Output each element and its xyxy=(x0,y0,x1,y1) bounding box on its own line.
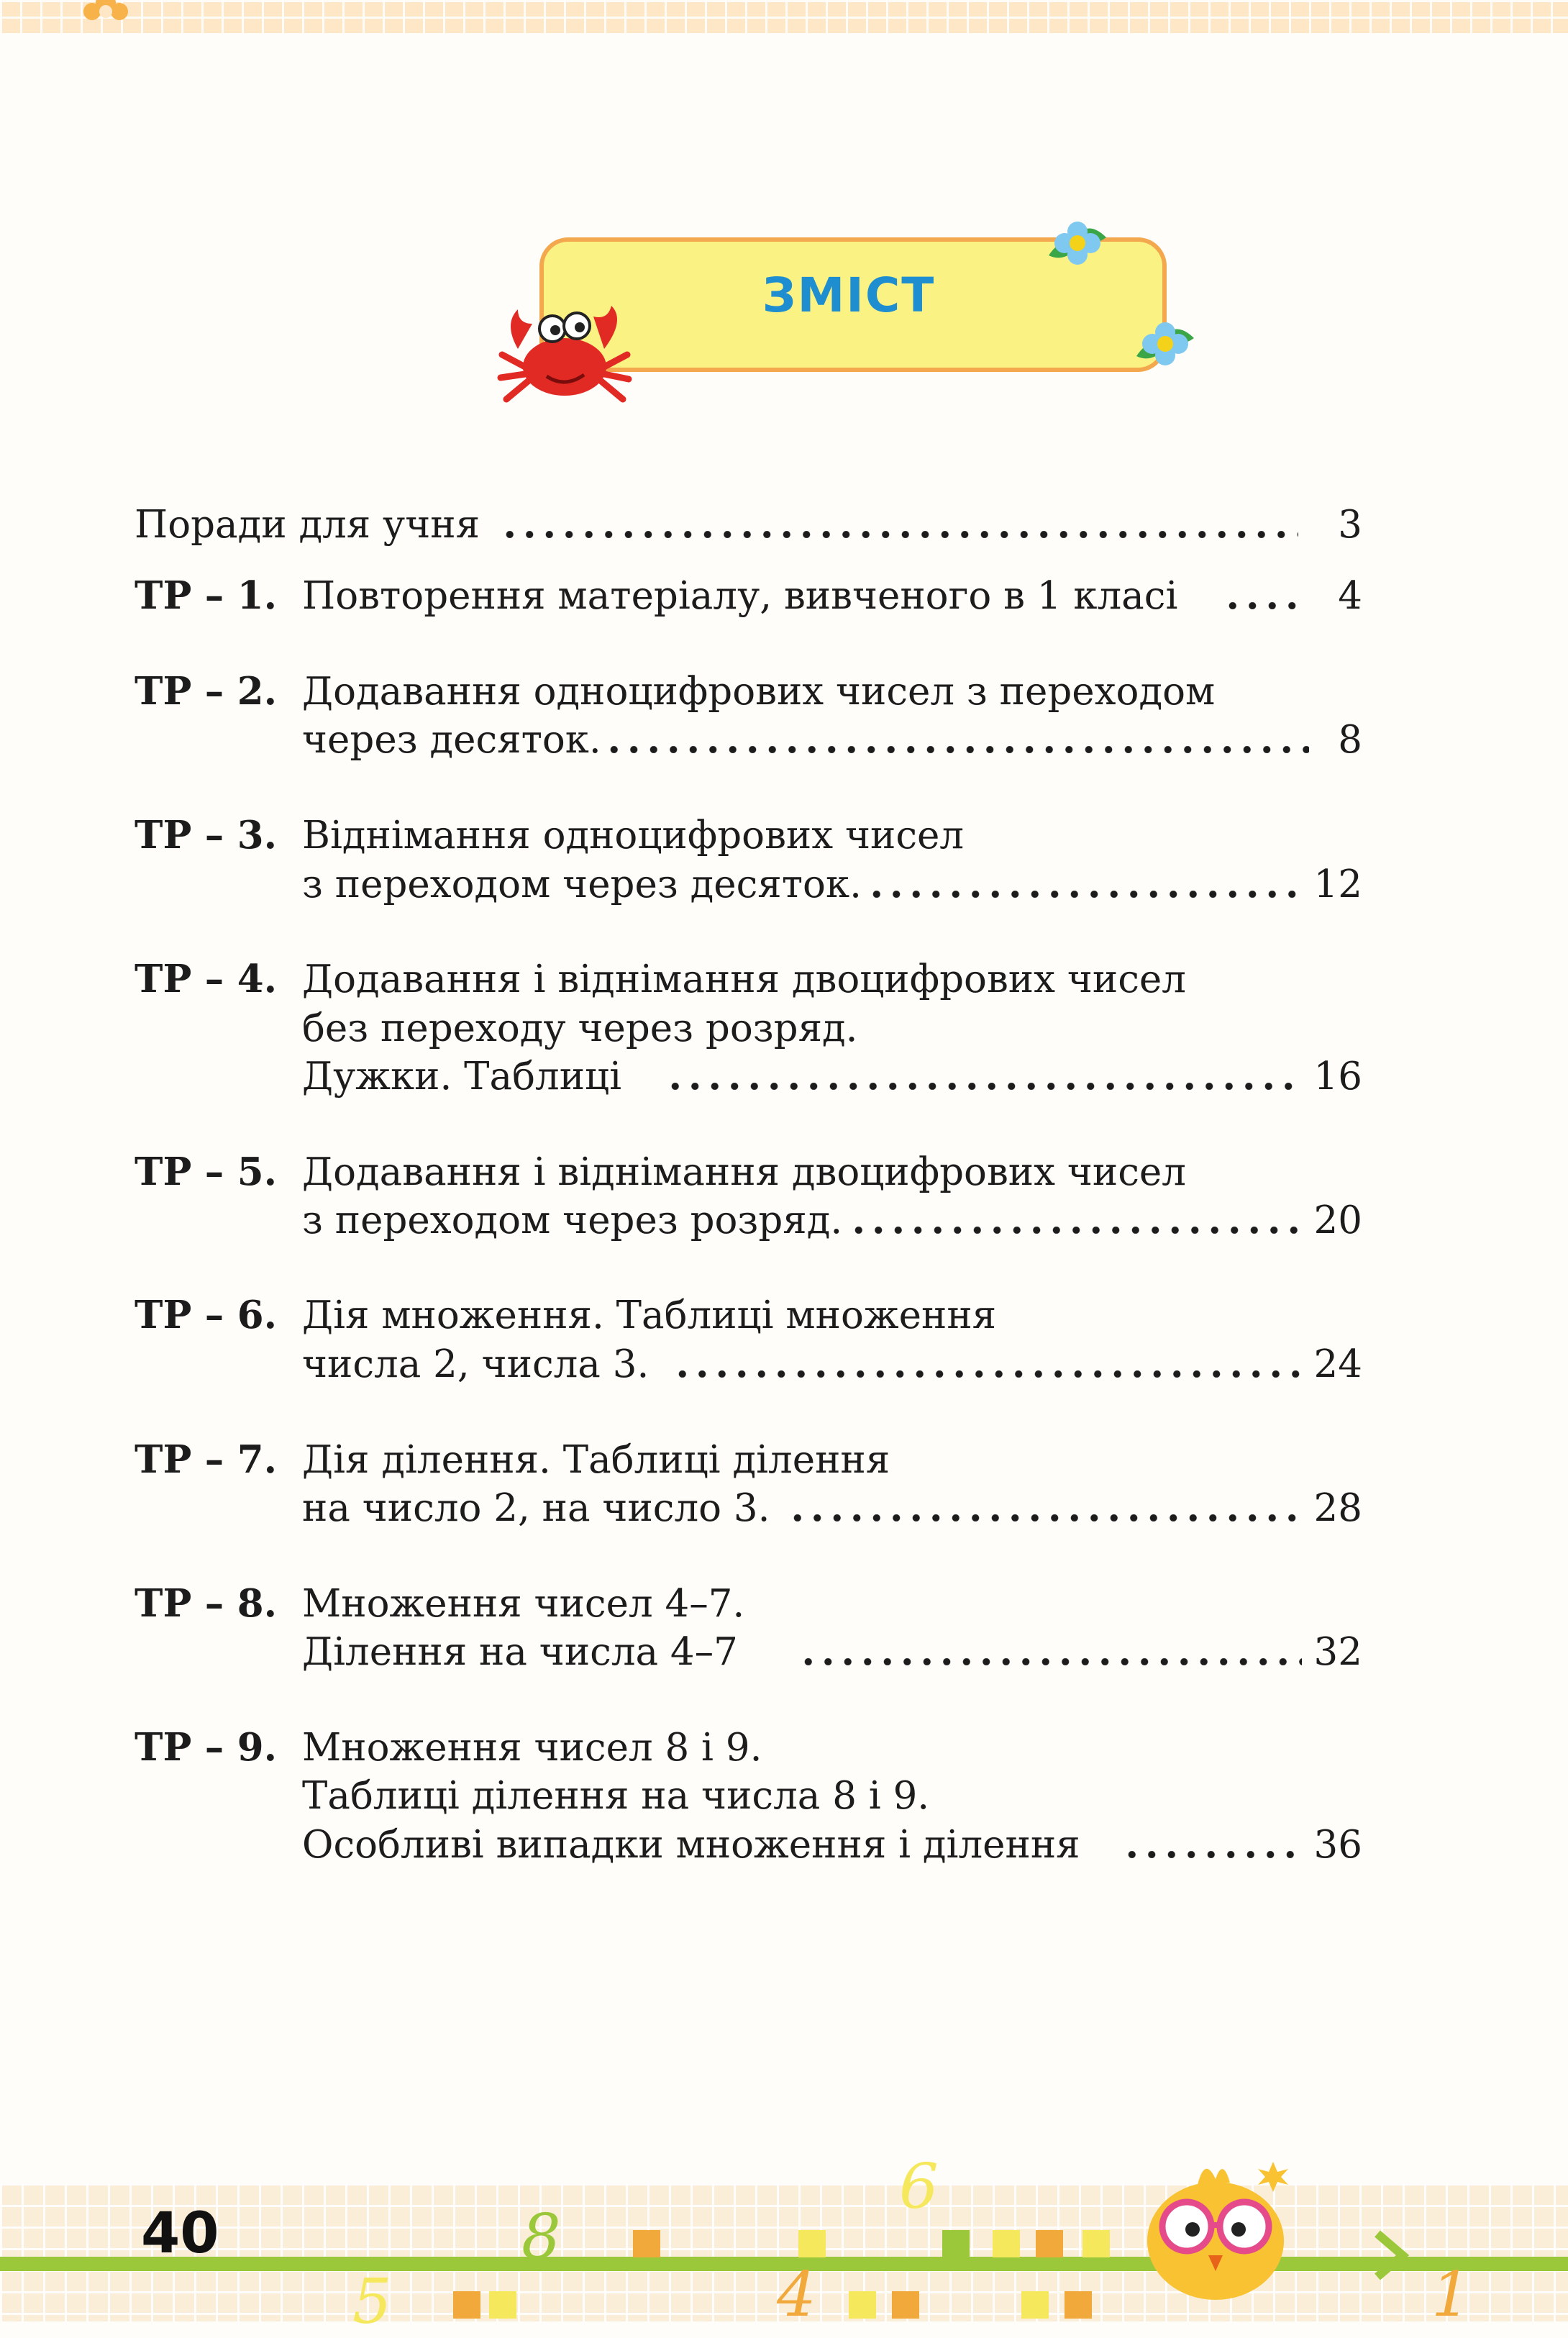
toc-page-number: 20 xyxy=(1313,1198,1362,1242)
toc-entry-text: на число 2, на число 3. xyxy=(302,1486,770,1530)
toc-entry-text: Множення чисел 4–7. xyxy=(302,1582,745,1626)
toc-entry-text: Додавання і віднімання двоцифрових чисел xyxy=(302,958,1186,1001)
toc-entry-text: Таблиці ділення на числа 8 і 9. xyxy=(302,1774,930,1818)
toc-entry-text: з переходом через десяток. xyxy=(302,863,862,906)
decor-square xyxy=(942,2230,970,2257)
toc-page-number: 36 xyxy=(1313,1823,1362,1867)
toc-entry-text: числа 2, числа 3. xyxy=(302,1342,649,1386)
decor-digit: 1 xyxy=(1431,2259,1471,2331)
decor-square xyxy=(1036,2230,1063,2257)
toc-entry-code: ТР – 8. xyxy=(135,1581,278,1626)
toc-entry-text: Додавання одноцифрових чисел з переходом xyxy=(302,670,1216,714)
decor-square xyxy=(1021,2291,1049,2319)
dot-leader xyxy=(867,891,1302,898)
decor-digit: 6 xyxy=(899,2151,939,2223)
toc-entry-text: Дія ділення. Таблиці ділення xyxy=(302,1438,890,1482)
decor-digit: 5 xyxy=(352,2266,392,2338)
toc-entry-code: ТР – 5. xyxy=(135,1150,278,1194)
decor-square xyxy=(633,2230,660,2257)
toc-page-number: 16 xyxy=(1313,1055,1362,1099)
chevron-icon xyxy=(1370,2226,1413,2284)
dot-leader xyxy=(1122,1851,1302,1858)
toc-page-number: 4 xyxy=(1338,574,1362,618)
dot-leader xyxy=(665,1083,1302,1090)
toc-entry-text: Ділення на числа 4–7 xyxy=(302,1630,738,1674)
chick-icon xyxy=(1129,2147,1302,2302)
decor-square xyxy=(849,2291,876,2319)
decor-square xyxy=(798,2230,826,2257)
toc-page-number: 8 xyxy=(1338,718,1362,762)
decor-square xyxy=(1065,2291,1092,2319)
toc-page-number: 28 xyxy=(1313,1486,1362,1530)
toc-entry-text: з переходом через розряд. xyxy=(302,1198,843,1242)
toc-entry-text: Дія множення. Таблиці множення xyxy=(302,1293,997,1337)
toc-entry-code: ТР – 1. xyxy=(135,573,278,618)
toc-page-number: 12 xyxy=(1313,863,1362,906)
toc-entry-text: Віднімання одноцифрових чисел xyxy=(302,814,965,858)
toc-page-number: 32 xyxy=(1313,1630,1362,1674)
toc-entry-text: Множення чисел 8 і 9. xyxy=(302,1726,762,1770)
dot-leader xyxy=(849,1227,1302,1234)
toc-entry-code: ТР – 9. xyxy=(135,1725,278,1770)
toc-entry-text: Особливі випадки множення і ділення xyxy=(302,1823,1080,1867)
toc-page-number: 24 xyxy=(1313,1342,1362,1386)
toc-entry-code: ТР – 7. xyxy=(135,1437,278,1482)
toc-page-number: 3 xyxy=(1338,503,1362,547)
toc-entry-text: через десяток. xyxy=(302,718,601,762)
decor-square xyxy=(453,2291,480,2319)
dot-leader xyxy=(788,1514,1302,1521)
toc-entry-text: без переходу через розряд. xyxy=(302,1006,858,1050)
toc-entry-text: Поради для учня xyxy=(135,503,480,547)
toc-entry-text: Додавання і віднімання двоцифрових чисел xyxy=(302,1150,1186,1194)
decor-digit: 8 xyxy=(521,2201,561,2273)
toc-entry-code: ТР – 3. xyxy=(135,813,278,858)
page-title: ЗМІСТ xyxy=(762,268,936,323)
decor-square xyxy=(1082,2230,1110,2257)
toc-entry-code: ТР – 2. xyxy=(135,669,278,714)
dot-leader xyxy=(604,746,1309,753)
decor-square xyxy=(993,2230,1020,2257)
dot-leader xyxy=(500,531,1298,538)
page-number: 40 xyxy=(141,2201,219,2266)
toc-entry-code: ТР – 6. xyxy=(135,1293,278,1337)
toc-entry-text: Дужки. Таблиці xyxy=(302,1055,622,1099)
decor-square xyxy=(892,2291,919,2319)
toc-entry-text: Повторення матеріалу, вивченого в 1 класі xyxy=(302,574,1178,618)
dot-leader xyxy=(673,1370,1302,1378)
toc-entry-code: ТР – 4. xyxy=(135,957,278,1001)
decor-digit: 4 xyxy=(777,2259,816,2331)
dot-leader xyxy=(798,1658,1302,1665)
decor-square xyxy=(489,2291,516,2319)
